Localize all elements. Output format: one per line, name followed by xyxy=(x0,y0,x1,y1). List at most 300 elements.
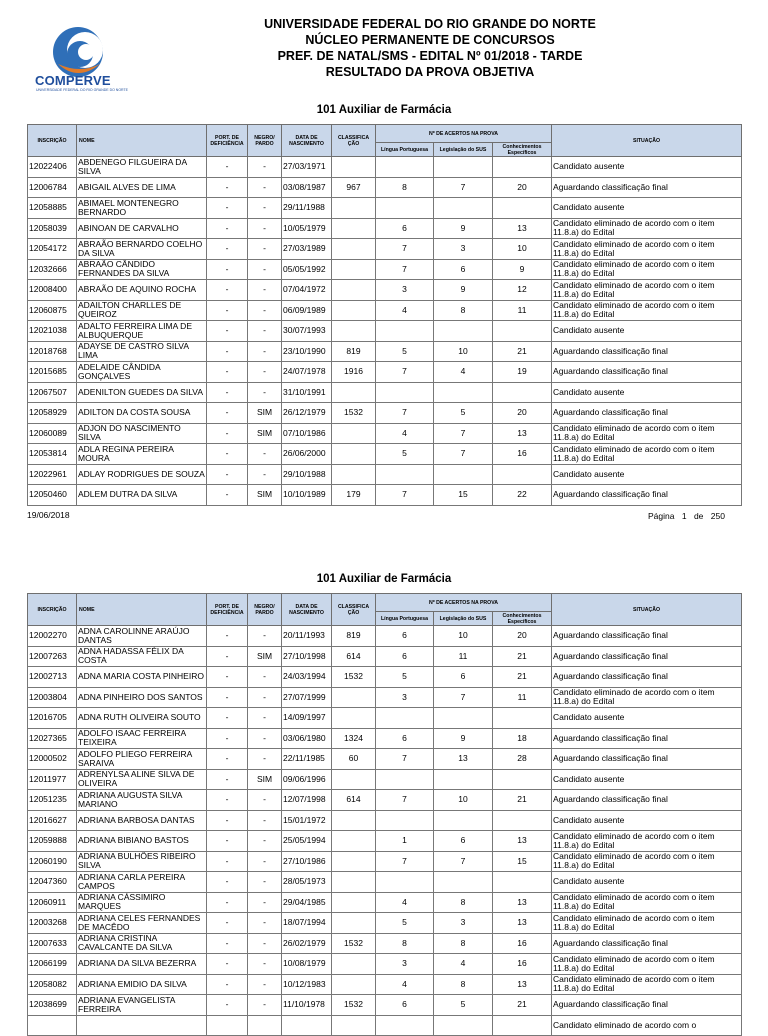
cell-inscricao: 12015685 xyxy=(28,362,77,383)
col-port-def: PORT. DE DEFICIÊNCIA xyxy=(207,594,248,626)
cell-inscricao xyxy=(28,1015,77,1036)
cell-data-nasc: 22/11/1985 xyxy=(282,749,332,770)
table-row xyxy=(28,177,742,198)
cell-situacao: Candidato eliminado de acordo com o item 11.8.a) do Edital xyxy=(552,913,742,934)
cell-classif xyxy=(332,198,376,219)
table-row xyxy=(28,892,742,913)
col-negro: NEGRO/ PARDO xyxy=(248,594,282,626)
cell-conhecimentos: 21 xyxy=(493,341,552,362)
cell-inscricao: 12002713 xyxy=(28,667,77,688)
cell-port-def: - xyxy=(207,403,248,424)
cell-data-nasc: 29/04/1985 xyxy=(282,892,332,913)
cell-inscricao: 12011977 xyxy=(28,769,77,790)
cell-data-nasc: 27/10/1986 xyxy=(282,851,332,872)
cell-situacao: Candidato eliminado de acordo com o item 11.8.a) do Edital xyxy=(552,259,742,280)
cell-negro: SIM xyxy=(248,646,282,667)
cell-port-def: - xyxy=(207,239,248,260)
cell-nome: ADAILTON CHARLLES DE QUEIROZ xyxy=(77,300,207,321)
cell-classif: 179 xyxy=(332,485,376,506)
cell-inscricao: 12027365 xyxy=(28,728,77,749)
cell-legislacao: 9 xyxy=(434,280,493,301)
cell-classif: 614 xyxy=(332,646,376,667)
cell-port-def: - xyxy=(207,646,248,667)
cell-lingua: 7 xyxy=(376,239,434,260)
cell-negro: - xyxy=(248,687,282,708)
cell-inscricao: 12066199 xyxy=(28,954,77,975)
cell-nome: ADAYSE DE CASTRO SILVA LIMA xyxy=(77,341,207,362)
cell-negro: - xyxy=(248,790,282,811)
table-row xyxy=(28,708,742,729)
cell-inscricao: 12016627 xyxy=(28,810,77,831)
cell-inscricao: 12047360 xyxy=(28,872,77,893)
table-row xyxy=(28,157,742,178)
cell-situacao: Candidato eliminado de acordo com o item 11.8.a) do Edital xyxy=(552,831,742,852)
logo-subtext: UNIVERSIDADE FEDERAL DO RIO GRANDE DO NORTE xyxy=(36,88,128,92)
cell-situacao: Candidato ausente xyxy=(552,769,742,790)
cell-negro: - xyxy=(248,995,282,1016)
table-row xyxy=(28,769,742,790)
table-row xyxy=(28,321,742,342)
cell-conhecimentos: 16 xyxy=(493,954,552,975)
cell-nome: ADRIANA BARBOSA DANTAS xyxy=(77,810,207,831)
cell-conhecimentos xyxy=(493,198,552,219)
cell-inscricao: 12003268 xyxy=(28,913,77,934)
cell-negro: - xyxy=(248,218,282,239)
cell-conhecimentos: 13 xyxy=(493,831,552,852)
cell-port-def: - xyxy=(207,300,248,321)
cell-conhecimentos: 21 xyxy=(493,667,552,688)
title-line: NÚCLEO PERMANENTE DE CONCURSOS xyxy=(305,33,555,47)
cell-conhecimentos: 13 xyxy=(493,913,552,934)
cell-negro: - xyxy=(248,382,282,403)
cell-nome: ADNA MARIA COSTA PINHEIRO xyxy=(77,667,207,688)
cell-nome: ADRIANA DA SILVA BEZERRA xyxy=(77,954,207,975)
document-header xyxy=(0,0,768,100)
cell-inscricao: 12022961 xyxy=(28,464,77,485)
table-row xyxy=(28,667,742,688)
cell-data-nasc: 26/02/1979 xyxy=(282,933,332,954)
cell-inscricao: 12038699 xyxy=(28,995,77,1016)
footer-date: 19/06/2018 xyxy=(27,510,70,520)
cell-negro: - xyxy=(248,157,282,178)
cell-nome: ABDENEGO FILGUEIRA DA SILVA xyxy=(77,157,207,178)
cell-data-nasc: 27/03/1971 xyxy=(282,157,332,178)
table-row xyxy=(28,626,742,647)
cell-inscricao: 12018768 xyxy=(28,341,77,362)
cell-port-def: - xyxy=(207,708,248,729)
cell-inscricao: 12058885 xyxy=(28,198,77,219)
cell-lingua: 4 xyxy=(376,423,434,444)
cell-conhecimentos: 21 xyxy=(493,646,552,667)
cell-inscricao: 12059888 xyxy=(28,831,77,852)
cell-lingua: 4 xyxy=(376,974,434,995)
cell-negro: - xyxy=(248,444,282,465)
table-row xyxy=(28,485,742,506)
cell-lingua: 7 xyxy=(376,749,434,770)
cell-situacao: Candidato eliminado de acordo com o item 11.8.a) do Edital xyxy=(552,954,742,975)
cell-port-def: - xyxy=(207,810,248,831)
cell-port-def: - xyxy=(207,913,248,934)
cell-nome: ADENILTON GUEDES DA SILVA xyxy=(77,382,207,403)
cell-nome: ADLEM DUTRA DA SILVA xyxy=(77,485,207,506)
cell-negro: - xyxy=(248,749,282,770)
cell-legislacao: 4 xyxy=(434,362,493,383)
table-row xyxy=(28,646,742,667)
title-line: UNIVERSIDADE FEDERAL DO RIO GRANDE DO NORTE xyxy=(264,17,596,31)
cell-lingua: 5 xyxy=(376,667,434,688)
cell-port-def: - xyxy=(207,626,248,647)
cell-legislacao: 7 xyxy=(434,444,493,465)
cell-situacao: Aguardando classificação final xyxy=(552,177,742,198)
cell-data-nasc: 03/08/1987 xyxy=(282,177,332,198)
cell-port-def: - xyxy=(207,362,248,383)
table-row xyxy=(28,974,742,995)
cell-port-def: - xyxy=(207,444,248,465)
cell-situacao: Candidato ausente xyxy=(552,872,742,893)
cell-situacao: Candidato eliminado de acordo com o item 11.8.a) do Edital xyxy=(552,892,742,913)
cell-conhecimentos xyxy=(493,464,552,485)
cell-situacao: Candidato eliminado de acordo com o item 11.8.a) do Edital xyxy=(552,423,742,444)
cell-port-def: - xyxy=(207,892,248,913)
cell-nome: ADRIANA CARLA PEREIRA CAMPOS xyxy=(77,872,207,893)
cell-port-def: - xyxy=(207,177,248,198)
cell-situacao: Aguardando classificação final xyxy=(552,341,742,362)
cell-situacao: Candidato ausente xyxy=(552,708,742,729)
cell-situacao: Candidato ausente xyxy=(552,810,742,831)
table-row xyxy=(28,851,742,872)
cell-negro: - xyxy=(248,851,282,872)
cell-nome: ABRAÃO CÂNDIDO FERNANDES DA SILVA xyxy=(77,259,207,280)
cell-data-nasc: 29/11/1988 xyxy=(282,198,332,219)
col-conhecimentos: Conhecimentos Específicos xyxy=(493,612,552,626)
cell-situacao: Aguardando classificação final xyxy=(552,749,742,770)
cell-legislacao xyxy=(434,1015,493,1036)
cell-classif: 1532 xyxy=(332,403,376,424)
cell-legislacao: 3 xyxy=(434,913,493,934)
table-row xyxy=(28,423,742,444)
col-nome: NOME xyxy=(77,125,207,157)
cell-nome: ADNA HADASSA FÉLIX DA COSTA xyxy=(77,646,207,667)
col-conhecimentos: Conhecimentos Específicos xyxy=(493,143,552,157)
cell-conhecimentos xyxy=(493,708,552,729)
cell-classif: 1532 xyxy=(332,933,376,954)
cell-negro: - xyxy=(248,810,282,831)
cell-data-nasc: 27/10/1998 xyxy=(282,646,332,667)
col-legislacao: Legislação do SUS xyxy=(434,612,493,626)
document-titles xyxy=(230,16,630,80)
cell-port-def: - xyxy=(207,218,248,239)
cell-situacao: Aguardando classificação final xyxy=(552,646,742,667)
cell-lingua: 4 xyxy=(376,892,434,913)
cell-inscricao: 12051235 xyxy=(28,790,77,811)
cell-port-def: - xyxy=(207,259,248,280)
cell-port-def: - xyxy=(207,687,248,708)
cell-classif xyxy=(332,444,376,465)
col-lingua: Língua Portuguesa xyxy=(376,143,434,157)
cell-inscricao: 12060089 xyxy=(28,423,77,444)
cell-lingua xyxy=(376,198,434,219)
cell-legislacao xyxy=(434,769,493,790)
cell-nome xyxy=(77,1015,207,1036)
cell-legislacao: 7 xyxy=(434,423,493,444)
col-inscricao: INSCRIÇÃO xyxy=(28,594,77,626)
cell-conhecimentos: 20 xyxy=(493,403,552,424)
cell-inscricao: 12054172 xyxy=(28,239,77,260)
cell-inscricao: 12022406 xyxy=(28,157,77,178)
cell-data-nasc: 20/11/1993 xyxy=(282,626,332,647)
cell-data-nasc: 18/07/1994 xyxy=(282,913,332,934)
cell-data-nasc: 11/10/1978 xyxy=(282,995,332,1016)
cell-conhecimentos: 11 xyxy=(493,687,552,708)
cell-legislacao: 7 xyxy=(434,177,493,198)
cell-negro xyxy=(248,1015,282,1036)
cell-data-nasc: 10/10/1989 xyxy=(282,485,332,506)
cell-nome: ADJON DO NASCIMENTO SILVA xyxy=(77,423,207,444)
table-row xyxy=(28,687,742,708)
cell-conhecimentos: 15 xyxy=(493,851,552,872)
cell-port-def: - xyxy=(207,954,248,975)
cell-data-nasc: 24/03/1994 xyxy=(282,667,332,688)
cell-inscricao: 12008400 xyxy=(28,280,77,301)
cell-inscricao: 12050460 xyxy=(28,485,77,506)
cell-situacao: Aguardando classificação final xyxy=(552,626,742,647)
cell-negro: - xyxy=(248,626,282,647)
cell-situacao: Candidato eliminado de acordo com o item 11.8.a) do Edital xyxy=(552,444,742,465)
cell-lingua: 6 xyxy=(376,218,434,239)
cell-situacao: Candidato eliminado de acordo com o item 11.8.a) do Edital xyxy=(552,974,742,995)
cell-conhecimentos: 20 xyxy=(493,177,552,198)
cell-legislacao: 6 xyxy=(434,259,493,280)
cell-nome: ABIGAIL ALVES DE LIMA xyxy=(77,177,207,198)
cell-nome: ADRENYLSA ALINE SILVA DE OLIVEIRA xyxy=(77,769,207,790)
cell-lingua: 7 xyxy=(376,362,434,383)
cell-negro: SIM xyxy=(248,485,282,506)
cell-data-nasc: 27/07/1999 xyxy=(282,687,332,708)
cell-situacao: Candidato eliminado de acordo com o item 11.8.a) do Edital xyxy=(552,280,742,301)
cell-inscricao: 12053814 xyxy=(28,444,77,465)
cell-legislacao: 4 xyxy=(434,954,493,975)
cell-lingua xyxy=(376,769,434,790)
cell-inscricao: 12016705 xyxy=(28,708,77,729)
cell-conhecimentos xyxy=(493,1015,552,1036)
cell-classif: 614 xyxy=(332,790,376,811)
cell-lingua: 4 xyxy=(376,300,434,321)
cell-conhecimentos: 10 xyxy=(493,239,552,260)
cell-lingua: 3 xyxy=(376,687,434,708)
col-classif: CLASSIFICA ÇÃO xyxy=(332,125,376,157)
cell-inscricao: 12007263 xyxy=(28,646,77,667)
cell-classif xyxy=(332,708,376,729)
footer-pagination: Página 1 de 250 xyxy=(648,511,725,521)
cell-legislacao xyxy=(434,198,493,219)
cell-situacao: Candidato ausente xyxy=(552,464,742,485)
cell-negro: - xyxy=(248,300,282,321)
cell-classif: 1532 xyxy=(332,667,376,688)
cell-negro: - xyxy=(248,872,282,893)
cell-legislacao: 7 xyxy=(434,851,493,872)
cell-negro: - xyxy=(248,239,282,260)
cell-nome: ABRAÃO DE AQUINO ROCHA xyxy=(77,280,207,301)
table-row xyxy=(28,382,742,403)
cell-data-nasc: 25/05/1994 xyxy=(282,831,332,852)
cell-negro: - xyxy=(248,954,282,975)
cell-conhecimentos: 13 xyxy=(493,218,552,239)
col-situacao: SITUAÇÃO xyxy=(552,125,742,157)
cell-data-nasc: 10/08/1979 xyxy=(282,954,332,975)
cell-legislacao xyxy=(434,157,493,178)
cell-lingua: 8 xyxy=(376,933,434,954)
cell-situacao: Aguardando classificação final xyxy=(552,667,742,688)
table-row xyxy=(28,239,742,260)
cell-lingua: 1 xyxy=(376,831,434,852)
cell-port-def: - xyxy=(207,769,248,790)
cell-classif xyxy=(332,954,376,975)
cell-conhecimentos: 28 xyxy=(493,749,552,770)
cell-port-def: - xyxy=(207,728,248,749)
table-row xyxy=(28,198,742,219)
cell-lingua xyxy=(376,708,434,729)
cell-nome: ADALTO FERREIRA LIMA DE ALBUQUERQUE xyxy=(77,321,207,342)
cell-conhecimentos: 21 xyxy=(493,790,552,811)
cell-legislacao: 7 xyxy=(434,687,493,708)
table-row xyxy=(28,1015,742,1036)
cell-classif xyxy=(332,851,376,872)
col-data-nasc: DATA DE NASCIMENTO xyxy=(282,125,332,157)
cell-negro: - xyxy=(248,708,282,729)
cell-legislacao: 5 xyxy=(434,403,493,424)
cell-classif xyxy=(332,321,376,342)
cell-port-def: - xyxy=(207,933,248,954)
cell-nome: ADRIANA CRISTINA CAVALCANTE DA SILVA xyxy=(77,933,207,954)
cell-classif: 1532 xyxy=(332,995,376,1016)
table-row xyxy=(28,341,742,362)
cell-nome: ABIMAEL MONTENEGRO BERNARDO xyxy=(77,198,207,219)
cell-nome: ADRIANA EVANGELISTA FERREIRA xyxy=(77,995,207,1016)
cell-legislacao: 5 xyxy=(434,995,493,1016)
cell-situacao: Aguardando classificação final xyxy=(552,403,742,424)
cell-data-nasc: 31/10/1991 xyxy=(282,382,332,403)
cell-nome: ADRIANA CELES FERNANDES DE MACÊDO xyxy=(77,913,207,934)
col-situacao: SITUAÇÃO xyxy=(552,594,742,626)
cell-lingua: 5 xyxy=(376,444,434,465)
cell-inscricao: 12058039 xyxy=(28,218,77,239)
cell-negro: - xyxy=(248,913,282,934)
cell-classif xyxy=(332,157,376,178)
cell-legislacao: 13 xyxy=(434,749,493,770)
cell-legislacao: 11 xyxy=(434,646,493,667)
cell-classif xyxy=(332,831,376,852)
cell-legislacao: 8 xyxy=(434,974,493,995)
col-acertos: Nº DE ACERTOS NA PROVA xyxy=(376,125,552,143)
col-nome: NOME xyxy=(77,594,207,626)
cell-nome: ADILTON DA COSTA SOUSA xyxy=(77,403,207,424)
table-row xyxy=(28,300,742,321)
cell-legislacao: 10 xyxy=(434,790,493,811)
cell-lingua: 7 xyxy=(376,485,434,506)
cell-port-def: - xyxy=(207,851,248,872)
cell-port-def: - xyxy=(207,423,248,444)
cell-conhecimentos: 13 xyxy=(493,974,552,995)
cell-classif xyxy=(332,913,376,934)
cell-classif xyxy=(332,239,376,260)
cell-nome: ADNA CAROLINNE ARAÚJO DANTAS xyxy=(77,626,207,647)
cell-conhecimentos xyxy=(493,769,552,790)
col-legislacao: Legislação do SUS xyxy=(434,143,493,157)
cell-legislacao: 6 xyxy=(434,667,493,688)
cell-conhecimentos: 16 xyxy=(493,933,552,954)
cell-situacao: Aguardando classificação final xyxy=(552,933,742,954)
cell-lingua xyxy=(376,872,434,893)
table-row xyxy=(28,831,742,852)
cell-classif xyxy=(332,1015,376,1036)
cell-data-nasc: 10/12/1983 xyxy=(282,974,332,995)
cell-classif: 967 xyxy=(332,177,376,198)
cell-legislacao: 8 xyxy=(434,300,493,321)
cell-negro: SIM xyxy=(248,423,282,444)
cell-classif xyxy=(332,974,376,995)
cell-data-nasc: 24/07/1978 xyxy=(282,362,332,383)
cell-data-nasc: 29/10/1988 xyxy=(282,464,332,485)
cell-conhecimentos xyxy=(493,872,552,893)
cell-lingua xyxy=(376,382,434,403)
cell-legislacao xyxy=(434,382,493,403)
cell-data-nasc: 12/07/1998 xyxy=(282,790,332,811)
cell-port-def xyxy=(207,1015,248,1036)
cell-conhecimentos: 20 xyxy=(493,626,552,647)
cell-lingua: 5 xyxy=(376,913,434,934)
cell-situacao: Aguardando classificação final xyxy=(552,728,742,749)
col-negro: NEGRO/ PARDO xyxy=(248,125,282,157)
cell-legislacao: 8 xyxy=(434,933,493,954)
cell-situacao: Aguardando classificação final xyxy=(552,485,742,506)
cell-port-def: - xyxy=(207,382,248,403)
cell-data-nasc: 26/06/2000 xyxy=(282,444,332,465)
cell-nome: ADLAY RODRIGUES DE SOUZA xyxy=(77,464,207,485)
cell-data-nasc: 10/05/1979 xyxy=(282,218,332,239)
cell-situacao: Candidato eliminado de acordo com o item 11.8.a) do Edital xyxy=(552,851,742,872)
table-row xyxy=(28,218,742,239)
cell-lingua xyxy=(376,464,434,485)
cell-inscricao: 12060190 xyxy=(28,851,77,872)
cell-classif xyxy=(332,423,376,444)
cell-conhecimentos: 21 xyxy=(493,995,552,1016)
cell-inscricao: 12003804 xyxy=(28,687,77,708)
cell-situacao: Candidato ausente xyxy=(552,198,742,219)
cell-data-nasc: 26/12/1979 xyxy=(282,403,332,424)
cell-situacao: Aguardando classificação final xyxy=(552,995,742,1016)
table-row xyxy=(28,810,742,831)
title-line: RESULTADO DA PROVA OBJETIVA xyxy=(325,65,535,79)
cell-legislacao: 9 xyxy=(434,728,493,749)
cell-conhecimentos xyxy=(493,157,552,178)
cell-nome: ADRIANA BIBIANO BASTOS xyxy=(77,831,207,852)
cell-data-nasc xyxy=(282,1015,332,1036)
table-row xyxy=(28,749,742,770)
cell-lingua: 5 xyxy=(376,341,434,362)
results-table-page-2 xyxy=(27,593,742,1036)
cell-lingua: 6 xyxy=(376,728,434,749)
cell-negro: - xyxy=(248,280,282,301)
col-data-nasc: DATA DE NASCIMENTO xyxy=(282,594,332,626)
cell-negro: SIM xyxy=(248,403,282,424)
cell-port-def: - xyxy=(207,749,248,770)
table-row xyxy=(28,790,742,811)
cell-nome: ABINOAN DE CARVALHO xyxy=(77,218,207,239)
cell-nome: ADRIANA EMIDIO DA SILVA xyxy=(77,974,207,995)
col-classif: CLASSIFICA ÇÃO xyxy=(332,594,376,626)
cell-lingua: 8 xyxy=(376,177,434,198)
cell-lingua xyxy=(376,810,434,831)
